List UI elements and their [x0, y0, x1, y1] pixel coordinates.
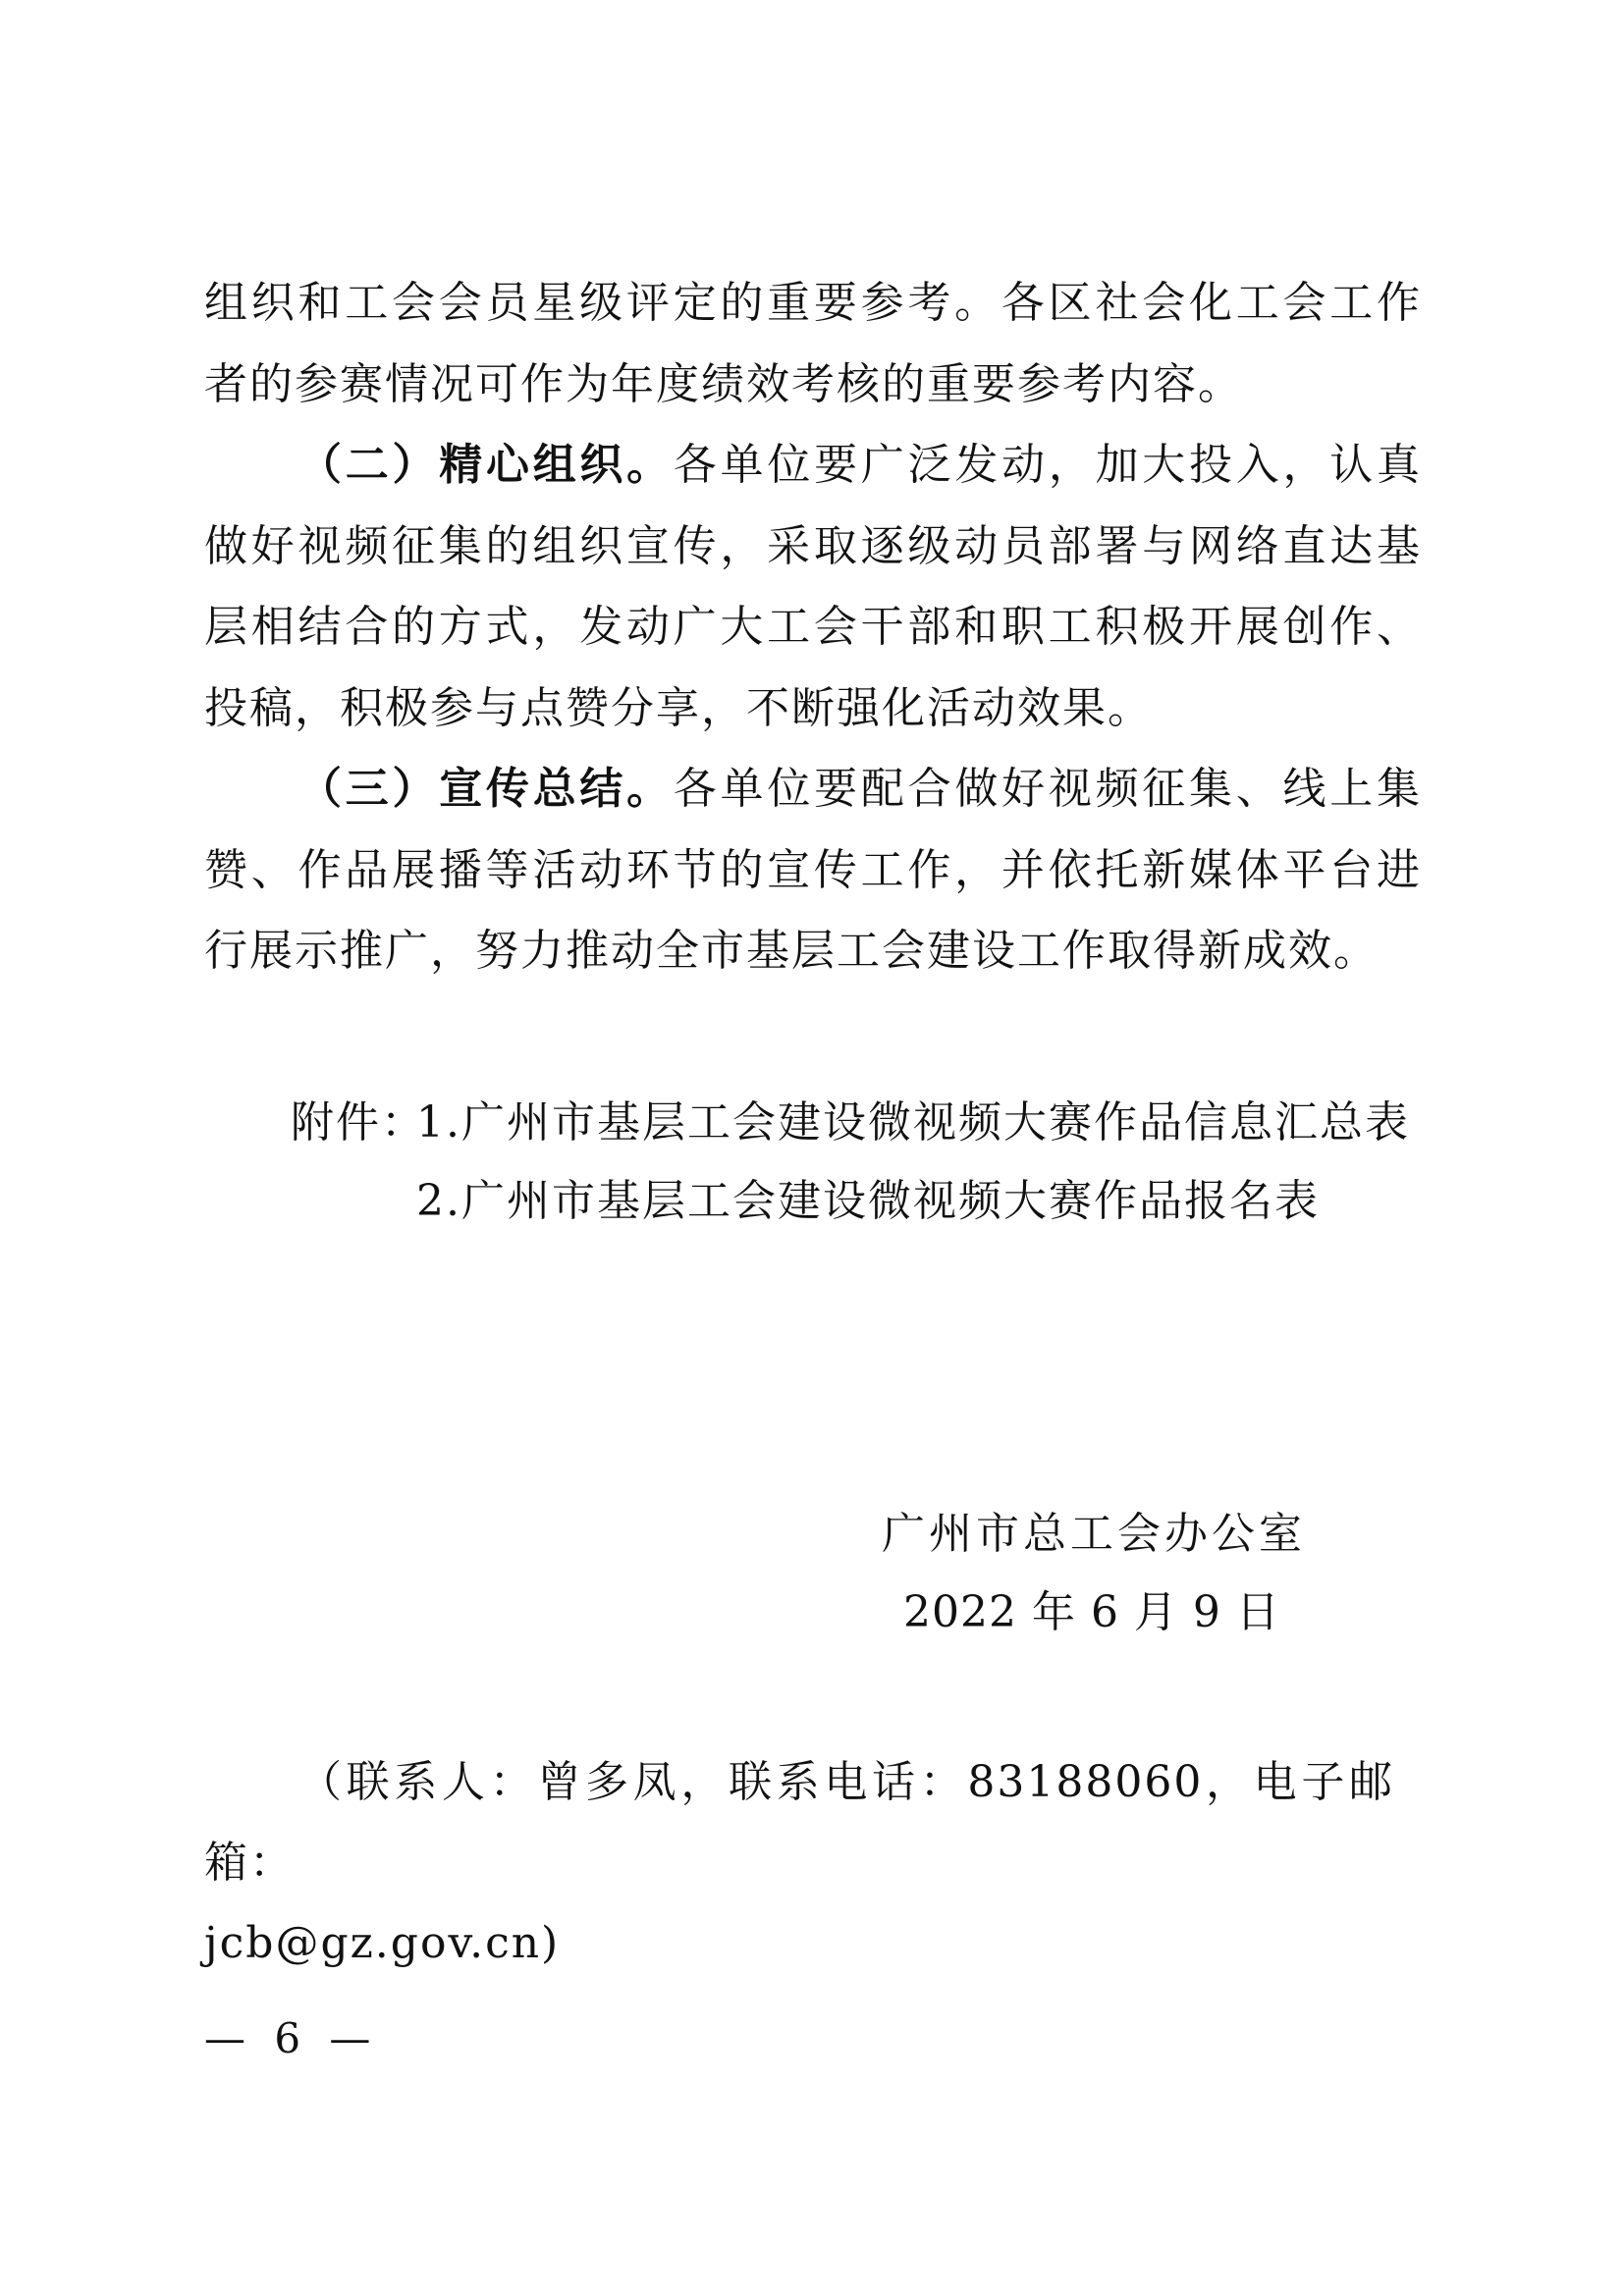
paragraph-publicity [204, 749, 1422, 992]
contact-email: jcb@gz.gov.cn) [204, 1918, 561, 1968]
signature-block [882, 1495, 1306, 1652]
paragraph-organization [204, 425, 1422, 749]
body-text [204, 263, 1422, 992]
section-text-publicity: 各单位要配合做好视频征集、线上集赞、作品展播等活动环节的宣传工作，并依托新媒体平台进行展示推广，努力推动全市基层工会建设工作取得新成效。 [204, 764, 1423, 976]
attachments-label: 附件： [291, 1097, 426, 1148]
attachment-item-2: 2.广州市基层工会建设微视频大赛作品报名表 [416, 1176, 1320, 1226]
section-text-organization: 各单位要广泛发动，加大投入，认真做好视频征集的组织宣传，采取逐级动员部署与网络直达基层相结合的方式，发动广大工会干部和职工积极开展创作、投稿，积极参与点赞分享，不断强化活动效果。 [204, 440, 1423, 733]
issuing-organization: 广州市总工会办公室 [882, 1509, 1306, 1559]
attachment-row [291, 1084, 1410, 1162]
attachment-item-1: 1.广州市基层工会建设微视频大赛作品信息汇总表 [416, 1097, 1410, 1148]
paragraph-continuation: 组织和工会会员星级评定的重要参考。各区社会化工会工作者的参赛情况可作为年度绩效考核的重要参考内容。 [204, 278, 1422, 409]
page-number: — 6 — [204, 2014, 379, 2062]
attachments-block [291, 1084, 1410, 1241]
attachment-row [291, 1162, 1410, 1241]
issue-date: 2022 年 6 月 9 日 [903, 1587, 1280, 1637]
contact-info [204, 1742, 1394, 1984]
section-heading-organization: （二）精心组织。 [298, 440, 674, 490]
attachments-label-spacer [291, 1162, 416, 1241]
contact-line-1: （联系人：曾多凤，联系电话：83188060，电子邮箱： [204, 1757, 1394, 1888]
section-heading-publicity: （三）宣传总结。 [298, 764, 674, 814]
